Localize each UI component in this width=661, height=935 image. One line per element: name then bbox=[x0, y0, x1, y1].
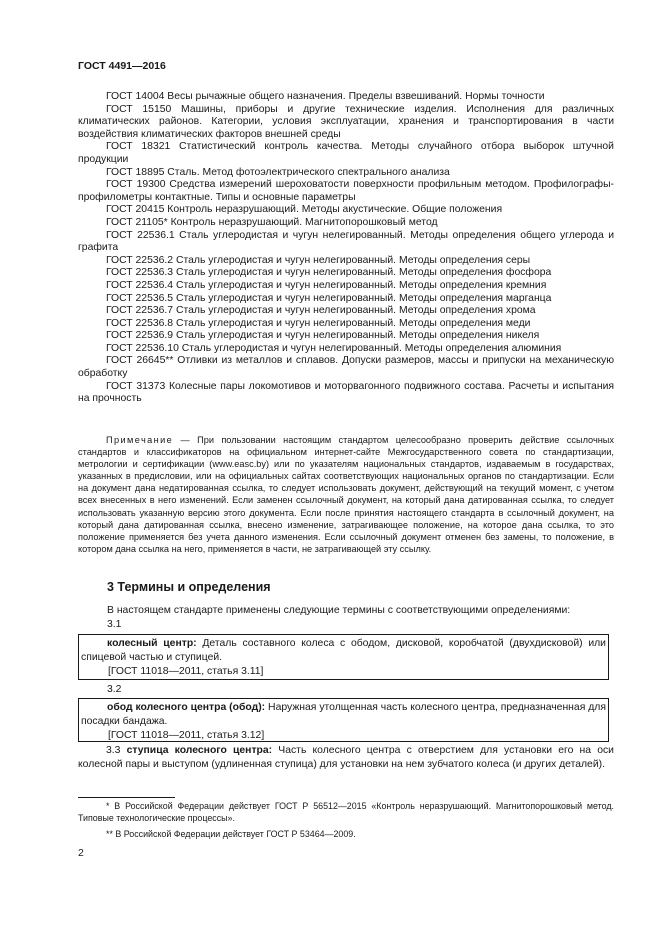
note-text: — При пользовании настоящим стандартом целесообразно проверить действие ссылочных стандартов и классификаторов на официальном интернет-сайте Межгосударственного совета по стандартизации, метрологии и сертификации (www.easc.by) или по указателям национальных стандартов, издаваемым в государствах, указанных в предисловии, или на официальных сайтах соответствующих национальных органов по стандартизации. Если на документ дана недатированная ссылка, то следует использовать документ, действующий на текущий момент, с учетом всех внесенных в него изменений. Если заменен ссылочный документ, на который дана датированная ссылка, то следует использовать указанную версию этого документа. Если после принятия настоящего стандарта в ссылочный документ, на который дана датированная ссылка, внесено изменение, затрагивающее положение, на которое дана ссылка, то это положение применяется без учета данного изменения. Если ссылочный документ отменен без замены, то положение, в котором дана ссылка на него, применяется в части, не затрагивающей эту ссылку. bbox=[78, 435, 614, 554]
reference-item: ГОСТ 22536.1 Сталь углеродистая и чугун нелегированный. Методы определения общего углерода и графита bbox=[78, 229, 614, 254]
term-name: колесный центр: bbox=[107, 638, 197, 649]
footnote: ** В Российской Федерации действует ГОСТ Р 53464—2009. bbox=[106, 829, 356, 839]
reference-item: ГОСТ 22536.4 Сталь углеродистая и чугун нелегированный. Методы определения кремния bbox=[106, 279, 547, 291]
term-name: обод колесного центра (обод): bbox=[107, 702, 266, 713]
note-label: Примечание bbox=[106, 435, 174, 445]
reference-item: ГОСТ 15150 Машины, приборы и другие технические изделия. Исполнения для различных климатических районов. Категории, условия эксплуатации, хранения и транспортирования в части воздействия климатических факторов внешней среды bbox=[78, 103, 614, 140]
reference-item: ГОСТ 19300 Средства измерений шероховатости поверхности профильным методом. Профилографы-профилометры контактные. Типы и основные параметры bbox=[78, 179, 614, 203]
section-intro: В настоящем стандарте применены следующие термины с соответствующими определениями: bbox=[107, 605, 571, 616]
note-paragraph bbox=[78, 434, 614, 555]
document-header: ГОСТ 4491—2016 bbox=[78, 60, 166, 72]
references-list bbox=[78, 91, 614, 406]
reference-item: ГОСТ 22536.9 Сталь углеродистая и чугун нелегированный. Методы определения никеля bbox=[106, 330, 540, 342]
term-definition bbox=[78, 744, 614, 772]
reference-item: ГОСТ 22536.10 Сталь углеродистая и чугун нелегированный. Методы определения алюминия bbox=[106, 342, 562, 354]
term-number: 3.3 bbox=[106, 745, 121, 756]
reference-item: ГОСТ 20415 Контроль неразрушающий. Методы акустические. Общие положения bbox=[106, 204, 503, 216]
term-name: ступица колесного центра: bbox=[126, 745, 273, 756]
term-source: [ГОСТ 11018—2011, статья 3.12] bbox=[108, 729, 265, 741]
term-source: [ГОСТ 11018—2011, статья 3.11] bbox=[108, 665, 264, 677]
term-text: Часть колесного центра с отверстием для установки его на оси колесной пары и выступом (удлиненная ступица) для установки на нем зубчатого колеса (и других деталей). bbox=[78, 745, 614, 771]
reference-item: ГОСТ 18321 Статистический контроль качества. Методы случайного отбора выборок штучной продукции bbox=[78, 141, 614, 165]
reference-item: ГОСТ 21105* Контроль неразрушающий. Магнитопорошковый метод bbox=[106, 216, 438, 228]
reference-item: ГОСТ 18895 Сталь. Метод фотоэлектрического спектрального анализа bbox=[106, 166, 450, 178]
page-number: 2 bbox=[78, 848, 84, 859]
term-box bbox=[78, 698, 609, 742]
term-box bbox=[78, 634, 609, 680]
reference-item: ГОСТ 22536.3 Сталь углеродистая и чугун нелегированный. Методы определения фосфора bbox=[106, 267, 552, 279]
reference-item: ГОСТ 22536.7 Сталь углеродистая и чугун нелегированный. Методы определения хрома bbox=[106, 305, 536, 317]
footnote: * В Российской Федерации действует ГОСТ Р 56512—2015 «Контроль неразрушающий. Магнитопорошковый метод. Типовые технологические процессы». bbox=[78, 801, 614, 824]
reference-item: ГОСТ 31373 Колесные пары локомотивов и моторвагонного подвижного состава. Расчеты и испытания на прочность bbox=[78, 380, 614, 405]
footnote-separator bbox=[78, 797, 175, 798]
section-title: 3 Термины и определения bbox=[107, 580, 271, 594]
reference-item: ГОСТ 26645** Отливки из металлов и сплавов. Допуски размеров, массы и припуски на механическую обработку bbox=[78, 355, 614, 380]
reference-item: ГОСТ 22536.5 Сталь углеродистая и чугун нелегированный. Методы определения марганца bbox=[106, 292, 552, 304]
reference-item: ГОСТ 22536.8 Сталь углеродистая и чугун нелегированный. Методы определения меди bbox=[106, 317, 531, 329]
term-text: Наружная утолщенная часть колесного центра, предназначенная для посадки бандажа. bbox=[81, 702, 606, 727]
term-definition bbox=[81, 701, 606, 729]
reference-item: ГОСТ 22536.2 Сталь углеродистая и чугун нелегированный. Методы определения серы bbox=[106, 254, 531, 266]
term-number: 3.1 bbox=[107, 619, 122, 630]
term-text: Деталь составного колеса с ободом, дисковой, коробчатой (двухдисковой) или спицевой частью и ступицей. bbox=[81, 638, 606, 663]
reference-item: ГОСТ 14004 Весы рычажные общего назначения. Пределы взвешиваний. Нормы точности bbox=[106, 91, 545, 102]
term-definition bbox=[81, 637, 606, 665]
term-number: 3.2 bbox=[107, 684, 122, 695]
